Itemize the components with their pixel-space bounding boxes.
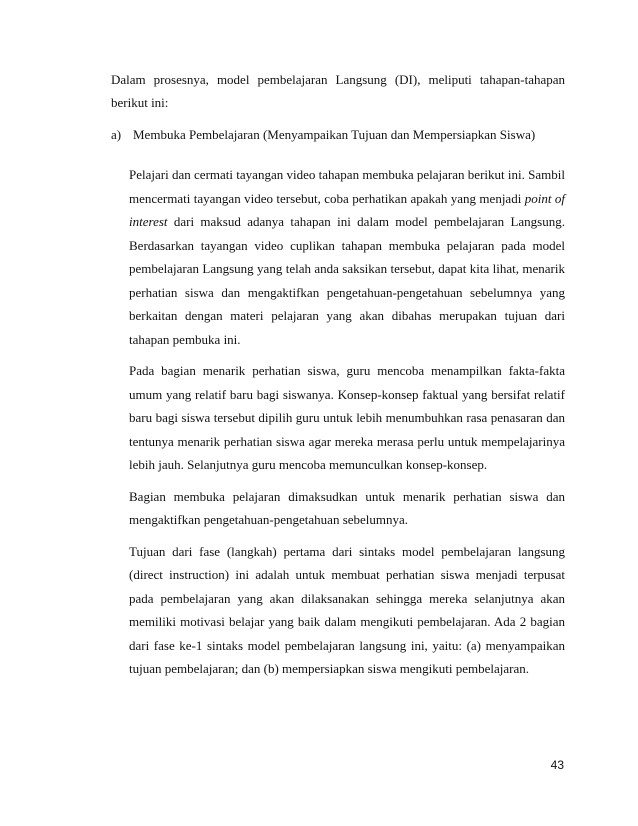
paragraph-1-text-b: dari maksud adanya tahapan ini dalam model pembelajaran Langsung. Berdasarkan tayangan video cuplikan tahapan membuka pelajaran pada model pembelajaran Langsung yang telah anda saksikan tersebut, dapat kita lihat, menarik perhatian siswa dan mengaktifkan pengetahuan-pengetahuan sebelumnya yang berkaitan dengan materi pelajaran yang akan dibahas merupakan tujuan dari tahapan pembuka ini.: [129, 214, 565, 347]
section-heading: Membuka Pembelajaran (Menyampaikan Tujuan dan Mempersiapkan Siswa): [133, 127, 536, 142]
point-of-interest-term: point of interest: [129, 190, 565, 229]
paragraph-3: Bagian membuka pelajaran dimaksudkan untuk menarik perhatian siswa dan mengaktifkan pengetahuan-pengetahuan sebelumnya.: [129, 488, 565, 527]
intro-paragraph: Dalam prosesnya, model pembelajaran Langsung (DI), meliputi tahapan-tahapan berikut ini:: [111, 72, 565, 110]
paragraph-1-text-a: Pelajari dan cermati tayangan video tahapan membuka pelajaran berikut ini. Sambil mencermati tayangan video tersebut, coba perhatikan apakah yang menjadi: [129, 167, 565, 206]
list-marker: a): [111, 127, 122, 142]
list-item-heading: [111, 123, 571, 146]
paragraph-4: Tujuan dari fase (langkah) pertama dari sintaks model pembelajaran langsung (direct instruction) ini adalah untuk membuat perhatian siswa menjadi terpusat pada pembelajaran yang akan dilaksanakan sehingga mereka selanjutnya akan memiliki motivasi belajar yang baik dalam mengikuti pembelajaran. Ada 2 bagian dari fase ke-1 sintaks model pembelajaran langsung ini, yaitu: (a) menyampaikan tujuan pembelajaran; dan (b) mempersiapkan siswa mengikuti pembelajaran.: [129, 543, 565, 676]
section-body: [129, 163, 565, 689]
page-number: 43: [550, 758, 564, 772]
paragraph-1: [129, 163, 565, 351]
paragraph-2: Pada bagian menarik perhatian siswa, guru mencoba menampilkan fakta-fakta umum yang relatif baru bagi siswanya. Konsep-konsep faktual yang bersifat relatif baru bagi siswa tersebut dipilih guru untuk lebih menumbuhkan rasa penasaran dan tentunya menarik perhatian siswa agar mereka merasa perlu untuk mempelajarinya lebih jauh. Selanjutnya guru mencoba memunculkan konsep-konsep.: [129, 363, 565, 472]
